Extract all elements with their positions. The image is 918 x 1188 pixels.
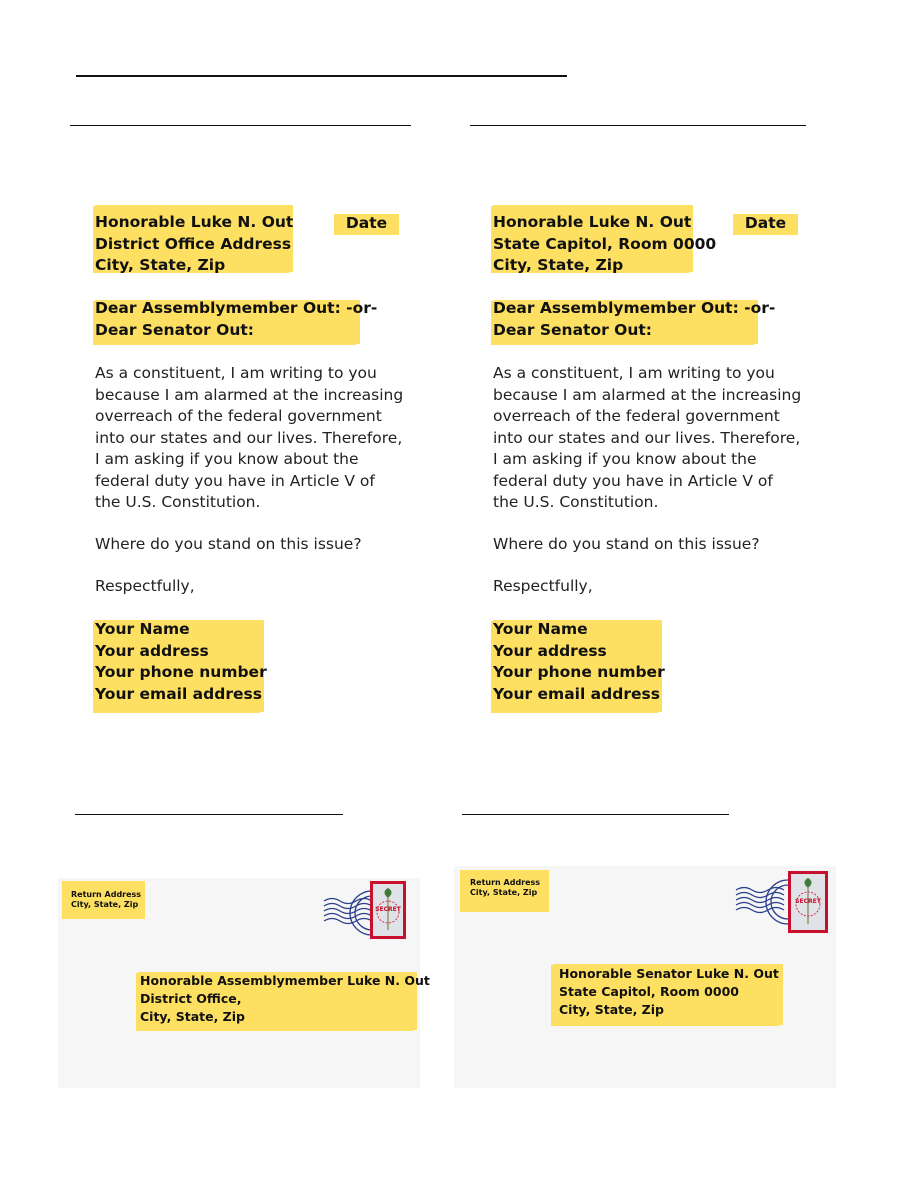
date-label: Date <box>345 214 388 232</box>
salutation-block <box>95 298 377 341</box>
address-line: District Office, <box>140 991 242 1006</box>
letter-body: As a constituent, I am writing to you because I am alarmed at the increasing overreach of the federal government into our states and our lives. Therefore, I am asking if you know about the federal duty you have in Article V of the U.S. Constitution. <box>95 364 404 511</box>
address-line: City, State, Zip <box>140 1009 245 1024</box>
recipient-line: Honorable Luke N. Out <box>95 213 294 231</box>
address-line: City, State, Zip <box>559 1002 664 1017</box>
signature-line: Your phone number <box>95 663 267 681</box>
signature-line: Your email address <box>493 684 660 703</box>
delivery-address <box>559 965 779 1019</box>
recipient-line: City, State, Zip <box>493 256 624 274</box>
return-address <box>470 878 540 898</box>
return-address-line: City, State, Zip <box>71 900 139 909</box>
postage-stamp <box>370 881 406 939</box>
signature-line: Your address <box>95 641 209 660</box>
letter-question: Where do you stand on this issue? <box>493 535 760 553</box>
return-address-line: City, State, Zip <box>470 888 538 897</box>
envelope-right <box>454 866 836 1088</box>
stamp-text: SECRET <box>375 906 401 913</box>
left-heading-rule <box>70 125 411 126</box>
return-address <box>71 890 141 910</box>
return-address-line: Return Address <box>71 890 142 899</box>
stamp-text: SECRET <box>795 898 821 905</box>
left-envelope-rule <box>75 814 343 815</box>
letter-closing: Respectfully, <box>95 577 195 595</box>
salutation-line: Dear Senator Out: <box>493 320 652 339</box>
envelope-left <box>58 878 430 1088</box>
signature-line: Your address <box>493 641 607 660</box>
recipient-line: District Office Address <box>95 234 292 253</box>
signature-block <box>493 619 665 705</box>
signature-line: Your Name <box>493 620 588 638</box>
signature-line: Your phone number <box>493 663 665 681</box>
salutation-line: Dear Assemblymember Out: -or- <box>493 299 776 317</box>
letter-body: As a constituent, I am writing to you because I am alarmed at the increasing overreach of the federal government into our states and our lives. Therefore, I am asking if you know about the federal duty you have in Article V of the U.S. Constitution. <box>493 364 802 511</box>
signature-line: Your Name <box>95 620 190 638</box>
address-line: Honorable Assemblymember Luke N. Out <box>140 973 430 988</box>
salutation-line: Dear Senator Out: <box>95 320 254 339</box>
signature-line: Your email address <box>95 684 262 703</box>
letter-question: Where do you stand on this issue? <box>95 535 362 553</box>
right-envelope-rule <box>462 814 729 815</box>
salutation-block <box>493 298 775 341</box>
salutation-line: Dear Assemblymember Out: -or- <box>95 299 378 317</box>
recipient-block <box>493 212 716 277</box>
date-label: Date <box>744 214 787 232</box>
postage-stamp <box>788 871 828 933</box>
signature-block <box>95 619 267 705</box>
delivery-address <box>140 972 430 1026</box>
recipient-line: State Capitol, Room 0000 <box>493 234 717 253</box>
recipient-line: Honorable Luke N. Out <box>493 213 692 231</box>
address-line: Honorable Senator Luke N. Out <box>559 966 779 981</box>
return-address-line: Return Address <box>470 878 541 887</box>
right-heading-rule <box>470 125 806 126</box>
letter-closing: Respectfully, <box>493 577 593 595</box>
recipient-line: City, State, Zip <box>95 256 226 274</box>
address-line: State Capitol, Room 0000 <box>559 984 739 999</box>
recipient-block <box>95 212 293 277</box>
title-rule <box>76 75 567 77</box>
